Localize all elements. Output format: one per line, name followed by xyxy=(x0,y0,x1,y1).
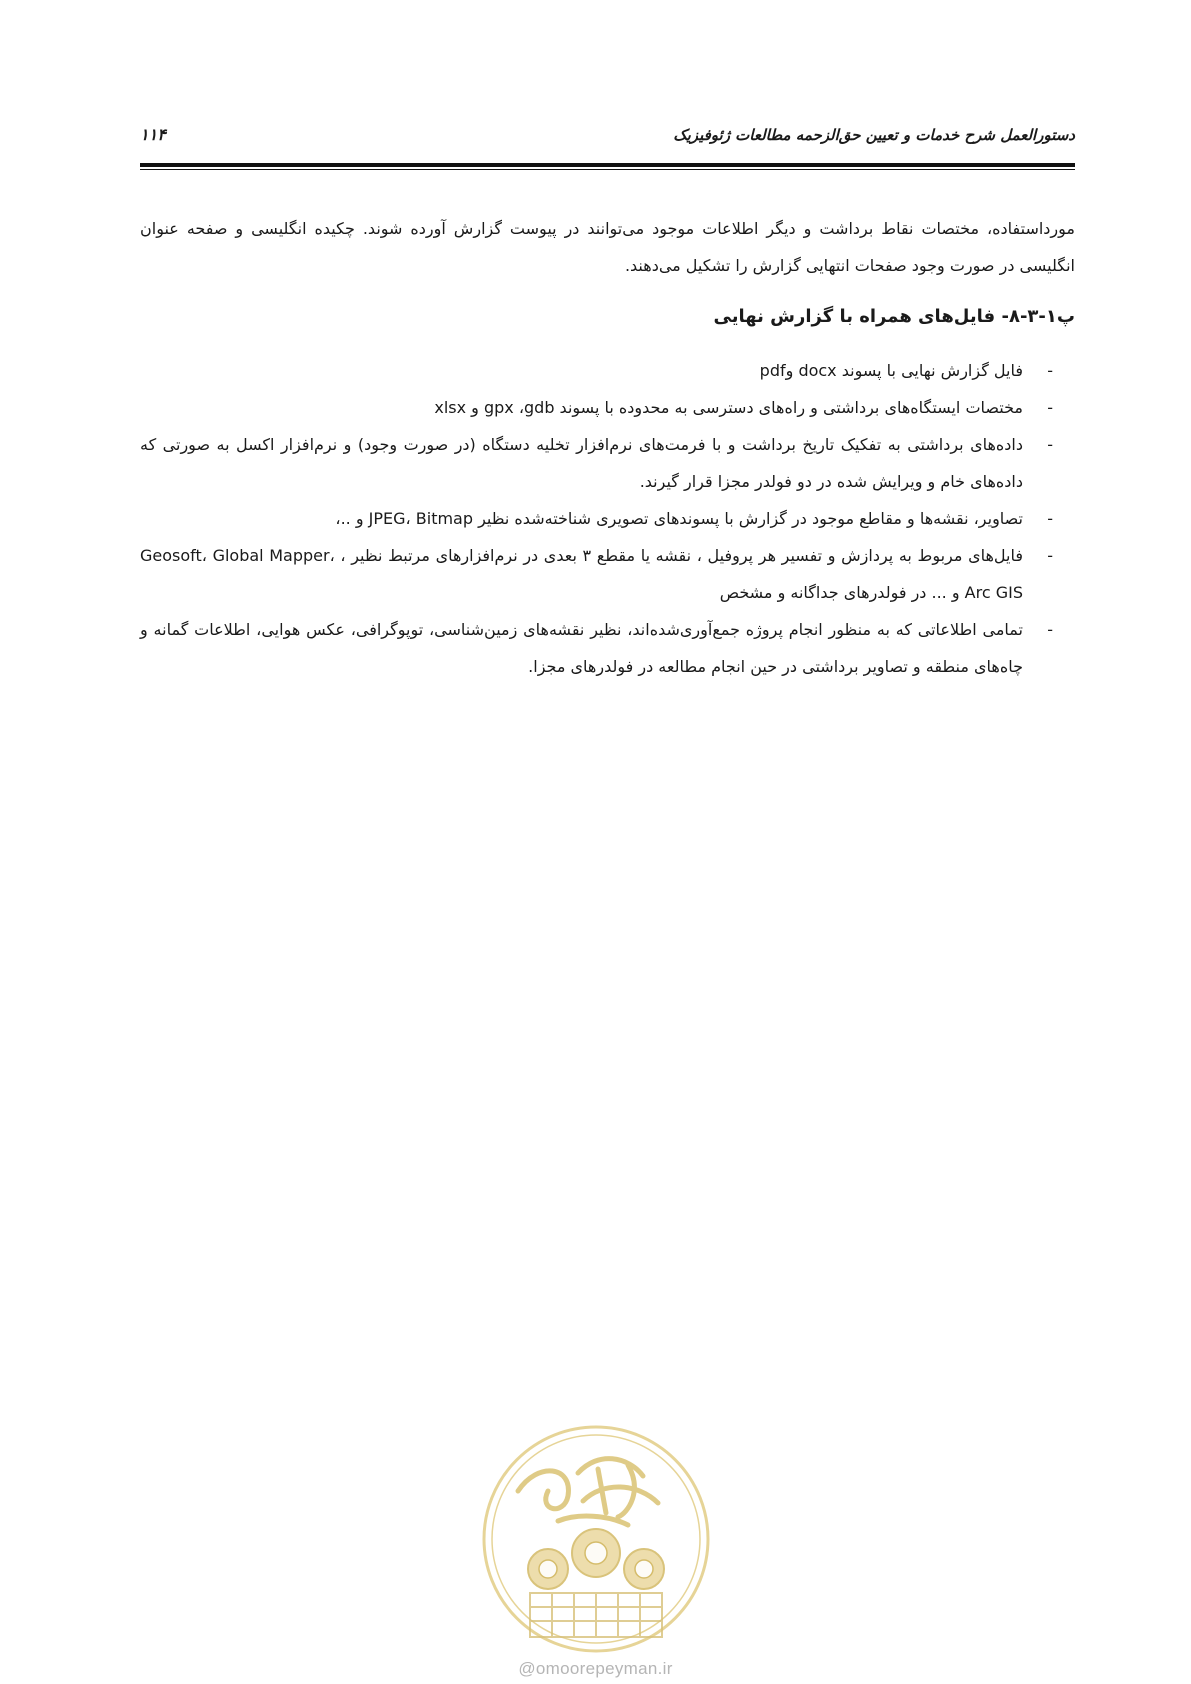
bullet-dash: - xyxy=(1047,361,1053,380)
page-number: ۱۱۴ xyxy=(140,125,166,144)
attachments-list xyxy=(140,352,1075,685)
list-item xyxy=(140,352,1075,389)
header-rule-thick xyxy=(140,163,1075,167)
list-item-text: داده‌های برداشتی به تفکیک تاریخ برداشت و با فرمت‌های نرم‌افزار تخلیه دستگاه (در صورت وجود) و نرم‌افزار اکسل به صورتی که داده‌های خام و ویرایش شده در دو فولدر مجزا قرار گیرند. xyxy=(140,435,1023,491)
omoore-peyman-seal-icon xyxy=(478,1421,714,1657)
section-number: پ۱-۳-۸- xyxy=(1001,306,1075,327)
list-item xyxy=(140,537,1075,611)
list-item xyxy=(140,611,1075,685)
bullet-dash: - xyxy=(1047,435,1053,454)
section-heading xyxy=(140,302,1075,332)
list-item-text: تمامی اطلاعاتی که به منظور انجام پروژه جمع‌آوری‌شده‌اند، نظیر نقشه‌های زمین‌شناسی، توپوگرافی، عکس هوایی، اطلاعات گمانه و چاه‌های منطقه و تصاویر برداشتی در حین انجام مطالعه در فولدرهای مجزا. xyxy=(140,620,1023,676)
list-item-text: تصاویر، نقشه‌ها و مقاطع موجود در گزارش با پسوندهای تصویری شناخته‌شده نظیر JPEG، Bitmap و ..، xyxy=(335,509,1023,528)
bullet-dash: - xyxy=(1047,546,1053,565)
bullet-dash: - xyxy=(1047,398,1053,417)
header-title: دستورالعمل شرح خدمات و تعیین حق‌الزحمه مطالعات ژئوفیزیک xyxy=(673,126,1075,144)
list-item-text: فایل‌های مربوط به پردازش و تفسیر هر پروفیل ، نقشه یا مقطع ۳ بعدی در نرم‌افزارهای مرتبط نظیر ، Geosoft، Global Mapper، Arc GIS و ... در فولدرهای جداگانه و مشخص xyxy=(140,546,1024,602)
list-item xyxy=(140,500,1075,537)
bullet-dash: - xyxy=(1047,620,1053,639)
section-title: فایل‌های همراه با گزارش نهایی xyxy=(713,306,996,327)
list-item-text: فایل گزارش نهایی با پسوند docx وpdf xyxy=(759,361,1023,380)
watermark-text: @omoorepeyman.ir xyxy=(518,1659,673,1678)
list-item xyxy=(140,389,1075,426)
header-rule-thin xyxy=(140,169,1075,170)
bullet-dash: - xyxy=(1047,509,1053,528)
intro-paragraph: مورداستفاده، مختصات نقاط برداشت و دیگر اطلاعات موجود می‌توانند در پیوست گزارش آورده شوند. چکیده انگلیسی و صفحه عنوان انگلیسی در صورت وجود صفحات انتهایی گزارش را تشکیل می‌دهند. xyxy=(140,219,1075,275)
list-item-text: مختصات ایستگاه‌های برداشتی و راه‌های دسترسی به محدوده با پسوند gpx ،gdb و xlsx xyxy=(434,398,1023,417)
page-header xyxy=(140,126,1075,148)
page-content xyxy=(140,210,1075,685)
list-item xyxy=(140,426,1075,500)
